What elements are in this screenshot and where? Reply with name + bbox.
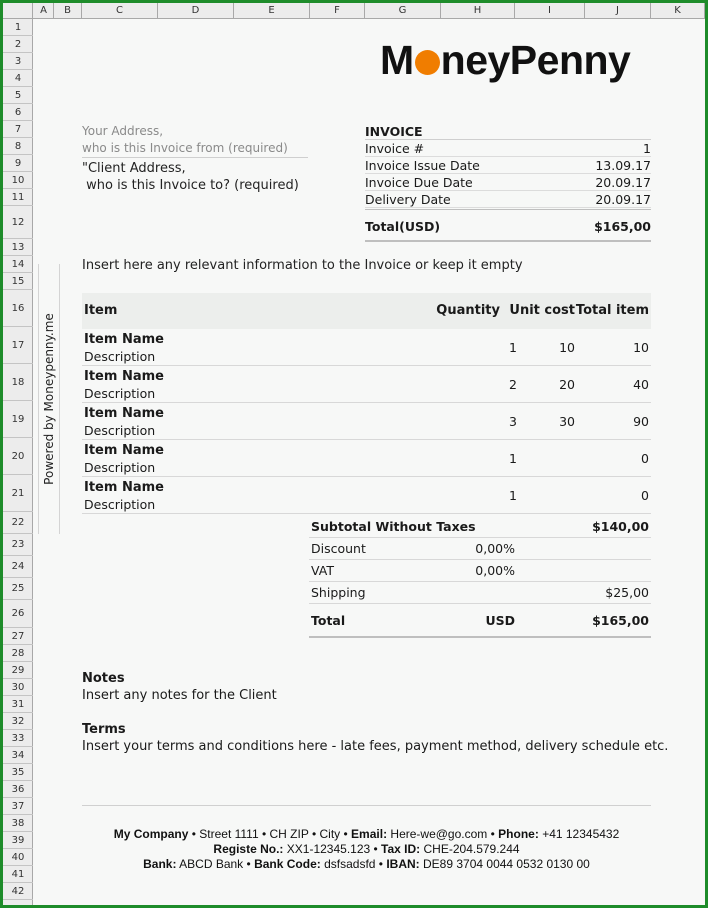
row-header-11[interactable]: 11 bbox=[3, 189, 33, 206]
column-header-k[interactable]: K bbox=[651, 3, 705, 19]
discount-label: Discount bbox=[311, 541, 366, 556]
logo-wordmark: neyPenny bbox=[440, 37, 631, 83]
item-quantity: 1 bbox=[509, 488, 517, 503]
vat-value bbox=[515, 560, 651, 581]
notes-heading: Notes bbox=[82, 671, 125, 686]
row-header-18[interactable]: 18 bbox=[3, 364, 33, 401]
item-row[interactable] bbox=[82, 477, 651, 514]
row-header-42[interactable]: 42 bbox=[3, 883, 33, 900]
row-header-31[interactable]: 31 bbox=[3, 696, 33, 713]
row-header-7[interactable]: 7 bbox=[3, 121, 33, 138]
row-header-14[interactable]: 14 bbox=[3, 256, 33, 273]
field-value: 13.09.17 bbox=[595, 158, 651, 173]
item-name: Item Name bbox=[84, 443, 164, 458]
field-label: Delivery Date bbox=[365, 192, 451, 207]
item-description: Description bbox=[84, 423, 156, 438]
discount-percent: 0,00% bbox=[475, 541, 515, 556]
grand-total-value: $165,00 bbox=[592, 613, 649, 628]
item-unit-cost: 20 bbox=[559, 377, 575, 392]
company-address: Street 1111 • CH ZIP • City bbox=[199, 827, 341, 841]
column-header-c[interactable]: C bbox=[82, 3, 158, 19]
item-total: 0 bbox=[641, 488, 649, 503]
row-header-12[interactable]: 12 bbox=[3, 206, 33, 239]
notes-section bbox=[82, 670, 277, 704]
reg-label: Registe No.: bbox=[213, 842, 284, 856]
item-name: Item Name bbox=[84, 480, 164, 495]
item-name-cell bbox=[82, 440, 392, 476]
shipping-label: Shipping bbox=[311, 585, 366, 600]
item-name-cell bbox=[82, 477, 392, 513]
items-table-header bbox=[82, 293, 651, 329]
terms-text[interactable]: Insert your terms and conditions here - late fees, payment method, delivery schedule etc. bbox=[82, 739, 669, 754]
row-header-3[interactable]: 3 bbox=[3, 53, 33, 70]
sender-address-cell[interactable] bbox=[82, 123, 308, 158]
row-header-26[interactable]: 26 bbox=[3, 600, 33, 628]
row-header-2[interactable]: 2 bbox=[3, 36, 33, 53]
row-header-16[interactable]: 16 bbox=[3, 290, 33, 327]
vat-label: VAT bbox=[311, 563, 334, 578]
subtotal-label: Subtotal Without Taxes bbox=[311, 519, 476, 534]
column-header-h[interactable]: H bbox=[441, 3, 515, 19]
discount-value bbox=[515, 538, 651, 559]
summary-table bbox=[309, 516, 651, 638]
item-description: Description bbox=[84, 460, 156, 475]
bank-name: ABCD Bank bbox=[179, 857, 244, 871]
item-name: Item Name bbox=[84, 332, 164, 347]
row-header-40[interactable]: 40 bbox=[3, 849, 33, 866]
footer-line1: My Company • Street 1111 • CH ZIP • City • Email: Here-we@go.com • Phone: +41 12345432 bbox=[113, 827, 620, 841]
row-header-39[interactable]: 39 bbox=[3, 832, 33, 849]
discount-row[interactable] bbox=[309, 538, 651, 560]
invoice-number-row[interactable] bbox=[365, 140, 651, 157]
delivery-date-row[interactable] bbox=[365, 191, 651, 208]
company-phone: +41 12345432 bbox=[542, 827, 620, 841]
item-row[interactable] bbox=[82, 366, 651, 403]
item-row[interactable] bbox=[82, 329, 651, 366]
logo-orange-dot-icon bbox=[415, 50, 440, 75]
logo-letter-m: M bbox=[380, 37, 414, 83]
item-quantity: 3 bbox=[509, 414, 517, 429]
due-date-row[interactable] bbox=[365, 174, 651, 191]
field-value: 20.09.17 bbox=[595, 175, 651, 190]
item-total: 10 bbox=[633, 340, 649, 355]
item-unit-cost: 10 bbox=[559, 340, 575, 355]
vat-row[interactable] bbox=[309, 560, 651, 582]
invoice-details bbox=[365, 123, 651, 242]
row-header-20[interactable]: 20 bbox=[3, 438, 33, 475]
header-total-item: Total item bbox=[575, 303, 649, 318]
row-header-9[interactable]: 9 bbox=[3, 155, 33, 172]
terms-section bbox=[82, 721, 668, 755]
row-header-22[interactable]: 22 bbox=[3, 512, 33, 534]
client-address-line1: "Client Address, bbox=[82, 161, 186, 176]
reg-number: XX1-12345.123 bbox=[286, 842, 371, 856]
shipping-mid bbox=[487, 582, 515, 603]
row-header-19[interactable]: 19 bbox=[3, 401, 33, 438]
row-header-21[interactable]: 21 bbox=[3, 475, 33, 512]
item-unit-cost: 30 bbox=[559, 414, 575, 429]
email-label: Email: bbox=[351, 827, 388, 841]
item-quantity: 1 bbox=[509, 340, 517, 355]
tax-id: CHE-204.579.244 bbox=[423, 842, 520, 856]
grand-total-label: Total bbox=[311, 613, 346, 628]
field-label: Invoice Due Date bbox=[365, 175, 473, 190]
shipping-value: $25,00 bbox=[605, 585, 649, 600]
client-address-cell[interactable] bbox=[82, 160, 308, 194]
column-header-b[interactable]: B bbox=[54, 3, 82, 19]
item-total: 40 bbox=[633, 377, 649, 392]
column-header-d[interactable]: D bbox=[158, 3, 234, 19]
row-header-24[interactable]: 24 bbox=[3, 556, 33, 578]
row-header-33[interactable]: 33 bbox=[3, 730, 33, 747]
row-header-4[interactable]: 4 bbox=[3, 70, 33, 87]
terms-heading: Terms bbox=[82, 722, 126, 737]
item-quantity: 2 bbox=[509, 377, 517, 392]
row-header-15[interactable]: 15 bbox=[3, 273, 33, 290]
moneypenny-logo bbox=[380, 37, 631, 83]
item-description: Description bbox=[84, 349, 156, 364]
row-header-6[interactable]: 6 bbox=[3, 104, 33, 121]
item-name-cell bbox=[82, 403, 392, 439]
item-name-cell bbox=[82, 366, 392, 402]
invoice-total-row[interactable] bbox=[365, 209, 651, 242]
select-all-corner[interactable] bbox=[3, 3, 33, 19]
column-header-j[interactable]: J bbox=[585, 3, 651, 19]
row-header-17[interactable]: 17 bbox=[3, 327, 33, 364]
iban: DE89 3704 0044 0532 0130 00 bbox=[423, 857, 590, 871]
item-name-cell bbox=[82, 329, 392, 365]
row-header-32[interactable]: 32 bbox=[3, 713, 33, 730]
company-name: My Company bbox=[113, 827, 189, 841]
row-header-13[interactable]: 13 bbox=[3, 239, 33, 256]
shipping-row[interactable] bbox=[309, 582, 651, 604]
spreadsheet-window bbox=[3, 3, 705, 905]
column-header-f[interactable]: F bbox=[310, 3, 365, 19]
powered-by-sidebar bbox=[38, 264, 60, 534]
invoice-title: INVOICE bbox=[365, 123, 651, 140]
row-header-30[interactable]: 30 bbox=[3, 679, 33, 696]
column-header-bar bbox=[3, 3, 705, 19]
row-header-25[interactable]: 25 bbox=[3, 578, 33, 600]
column-header-i[interactable]: I bbox=[515, 3, 585, 19]
info-text-cell[interactable]: Insert here any relevant information to the Invoice or keep it empty bbox=[82, 258, 523, 273]
row-header-10[interactable]: 10 bbox=[3, 172, 33, 189]
item-unit-cost bbox=[517, 440, 575, 476]
row-header-5[interactable]: 5 bbox=[3, 87, 33, 104]
sender-address-line1: Your Address, bbox=[82, 124, 164, 138]
row-header-37[interactable]: 37 bbox=[3, 798, 33, 815]
row-header-8[interactable]: 8 bbox=[3, 138, 33, 155]
item-quantity: 1 bbox=[509, 451, 517, 466]
client-address-line2: who is this Invoice to? (required) bbox=[82, 178, 299, 193]
subtotal-value: $140,00 bbox=[592, 519, 649, 534]
column-header-g[interactable]: G bbox=[365, 3, 441, 19]
field-value: 1 bbox=[643, 141, 651, 156]
item-total: 90 bbox=[633, 414, 649, 429]
row-header-36[interactable]: 36 bbox=[3, 781, 33, 798]
issue-date-row[interactable] bbox=[365, 157, 651, 174]
invoice-sheet bbox=[34, 20, 705, 905]
footer-divider bbox=[82, 805, 651, 806]
bank-code-label: Bank Code: bbox=[254, 857, 321, 871]
row-header-bar bbox=[3, 19, 33, 905]
item-name: Item Name bbox=[84, 406, 164, 421]
total-label: Total(USD) bbox=[365, 219, 441, 234]
row-header-23[interactable]: 23 bbox=[3, 534, 33, 556]
header-quantity: Quantity bbox=[436, 303, 500, 318]
bank-code: dsfsadsfd bbox=[324, 857, 376, 871]
footer-line3: Bank: ABCD Bank • Bank Code: dsfsadsfd • IBAN: DE89 3704 0044 0532 0130 00 bbox=[143, 857, 590, 871]
item-name: Item Name bbox=[84, 369, 164, 384]
row-header-41[interactable]: 41 bbox=[3, 866, 33, 883]
grand-total-row[interactable] bbox=[309, 604, 651, 638]
row-header-38[interactable]: 38 bbox=[3, 815, 33, 832]
field-value: 20.09.17 bbox=[595, 192, 651, 207]
grand-total-currency: USD bbox=[485, 613, 515, 628]
iban-label: IBAN: bbox=[386, 857, 420, 871]
subtotal-mid bbox=[487, 516, 515, 537]
item-unit-cost bbox=[517, 477, 575, 513]
field-label: Invoice # bbox=[365, 141, 425, 156]
item-total: 0 bbox=[641, 451, 649, 466]
tax-label: Tax ID: bbox=[381, 842, 421, 856]
phone-label: Phone: bbox=[498, 827, 539, 841]
item-row[interactable] bbox=[82, 440, 651, 477]
row-header-27[interactable]: 27 bbox=[3, 628, 33, 645]
bank-label: Bank: bbox=[143, 857, 177, 871]
row-header-1[interactable]: 1 bbox=[3, 19, 33, 36]
sender-address-line2: who is this Invoice from (required) bbox=[82, 141, 288, 155]
field-label: Invoice Issue Date bbox=[365, 158, 480, 173]
company-email: Here-we@go.com bbox=[390, 827, 488, 841]
item-description: Description bbox=[84, 386, 156, 401]
header-unit-cost: Unit cost bbox=[509, 303, 575, 318]
total-value: $165,00 bbox=[594, 219, 651, 234]
vat-percent: 0,00% bbox=[475, 563, 515, 578]
column-header-e[interactable]: E bbox=[234, 3, 310, 19]
header-item: Item bbox=[84, 303, 118, 318]
powered-by-text: Powered by Moneypenny.me bbox=[42, 313, 56, 485]
notes-text[interactable]: Insert any notes for the Client bbox=[82, 688, 277, 703]
footer-line2: Registe No.: XX1-12345.123 • Tax ID: CHE-204.579.244 bbox=[213, 842, 520, 856]
item-row[interactable] bbox=[82, 403, 651, 440]
column-header-a[interactable]: A bbox=[34, 3, 54, 19]
row-header-34[interactable]: 34 bbox=[3, 747, 33, 764]
items-table bbox=[82, 293, 651, 514]
row-header-29[interactable]: 29 bbox=[3, 662, 33, 679]
item-description: Description bbox=[84, 497, 156, 512]
company-footer bbox=[82, 827, 651, 872]
row-header-35[interactable]: 35 bbox=[3, 764, 33, 781]
subtotal-row[interactable] bbox=[309, 516, 651, 538]
row-header-28[interactable]: 28 bbox=[3, 645, 33, 662]
